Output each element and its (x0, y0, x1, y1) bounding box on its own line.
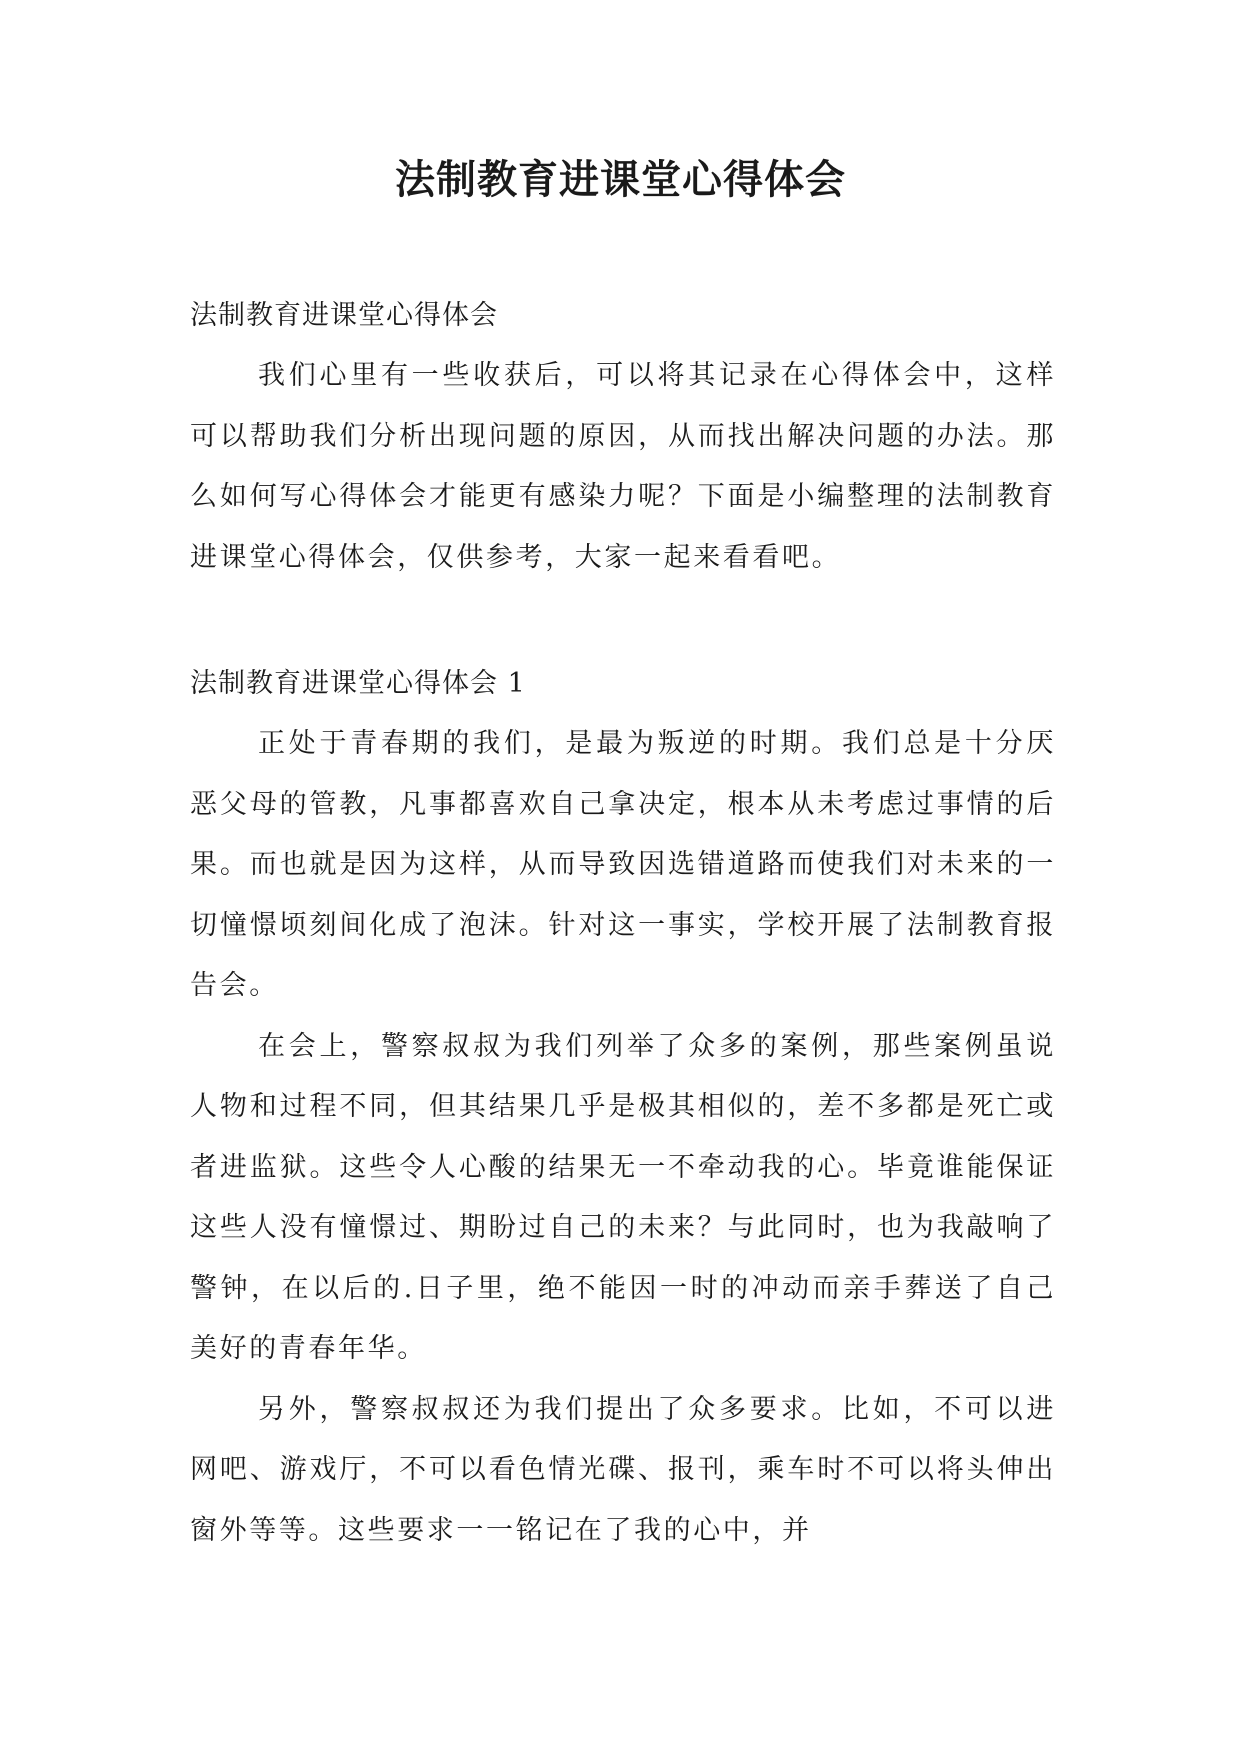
section-1-paragraph-2: 在会上，警察叔叔为我们列举了众多的案例，那些案例虽说人物和过程不同，但其结果几乎是极其相似的，差不多都是死亡或者进监狱。这些令人心酸的结果无一不牵动我的心。毕竟谁能保证这些人没有憧憬过、期盼过自己的未来？与此同时，也为我敲响了警钟，在以后的.日子里，绝不能因一时的冲动而亲手葬送了自己美好的青春年华。 (190, 1030, 1056, 1364)
section-1-heading: 法制教育进课堂心得体会 1 (190, 668, 526, 699)
intro-heading: 法制教育进课堂心得体会 (190, 300, 498, 331)
document-title: 法制教育进课堂心得体会 (395, 157, 846, 203)
section-1-paragraph-1: 正处于青春期的我们，是最为叛逆的时期。我们总是十分厌恶父母的管教，凡事都喜欢自己拿决定，根本从未考虑过事情的后果。而也就是因为这样，从而导致因选错道路而使我们对未来的一切憧憬顷刻间化成了泡沫。针对这一事实，学校开展了法制教育报告会。 (190, 728, 1056, 1001)
document-body (190, 286, 1056, 1561)
intro-paragraph: 我们心里有一些收获后，可以将其记录在心得体会中，这样可以帮助我们分析出现问题的原因，从而找出解决问题的办法。那么如何写心得体会才能更有感染力呢？下面是小编整理的法制教育进课堂心得体会，仅供参考，大家一起来看看吧。 (190, 360, 1056, 573)
section-spacer (190, 588, 1056, 654)
section-1-paragraph-3: 另外，警察叔叔还为我们提出了众多要求。比如，不可以进网吧、游戏厅，不可以看色情光碟、报刊，乘车时不可以将头伸出窗外等等。这些要求一一铭记在了我的心中，并 (190, 1393, 1056, 1546)
